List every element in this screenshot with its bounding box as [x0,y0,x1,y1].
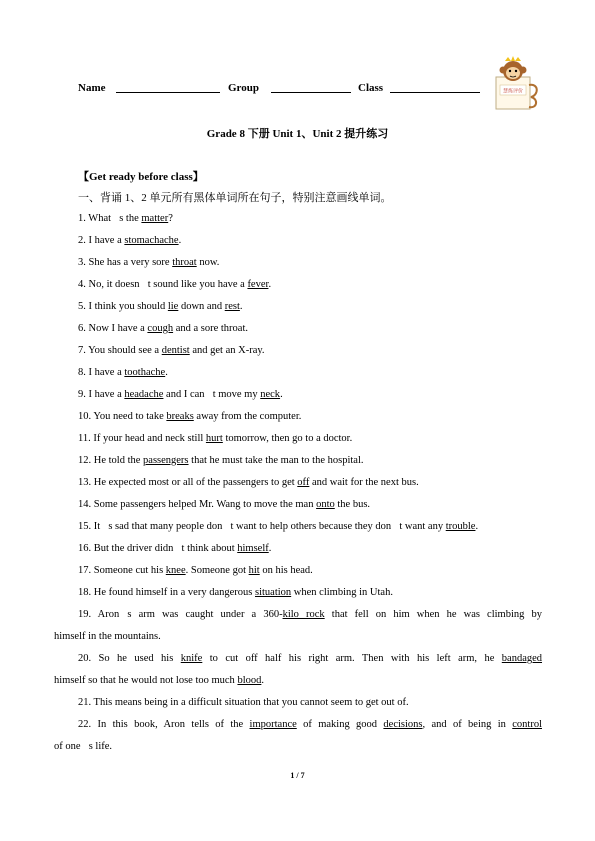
sentence-text [54,232,181,249]
underlined-word: toothache [124,367,166,378]
sentence-line [54,364,542,386]
sentence-line [54,738,542,760]
underlined-word: knee [165,565,186,576]
sentence-line [54,672,542,694]
text-segment: of one⃣s life. [54,741,113,752]
text-segment: 2. I have a [78,235,125,246]
underlined-word: lie [167,301,179,312]
section-heading: 【Get ready before class】 [78,171,204,183]
page-title: Grade 8 下册 Unit 1、Unit 2 提升练习 [206,128,389,140]
underlined-word: situation [255,587,292,598]
underlined-word: matter [141,213,169,224]
underlined-word: importance [249,719,297,730]
underlined-word: bandaged [501,653,543,664]
text-segment: on his head. [259,565,313,576]
text-segment: . [280,389,283,400]
text-segment: 1. What⃣s the [78,213,142,224]
text-segment: 21. This means being in a difficult situation that you cannot seem to get out of. [78,697,409,708]
class-label: Class [358,82,384,94]
text-segment: 14. Some passengers helped Mr. Wang to move the man [78,499,317,510]
text-segment: 7. You should see a [78,345,162,356]
sentence-line [54,320,542,342]
sentence-line [54,628,542,650]
sentence-line [54,430,542,452]
sentence-list [54,210,542,760]
sentence-text [54,298,243,315]
text-segment: . Someone got [185,565,249,576]
text-segment: 9. I have a [78,389,125,400]
sentence-line [54,606,542,628]
page-number: 1 / 7 [290,771,305,780]
sentence-text [54,254,219,271]
underlined-word: knife [180,653,203,664]
underlined-word: headache [124,389,164,400]
sentence-line [54,584,542,606]
underlined-word: blood [237,675,262,686]
sentence-text [54,628,161,645]
class-blank[interactable] [390,92,480,93]
underlined-word: off [297,477,310,488]
sentence-text [54,210,173,227]
text-segment: tomorrow, then go to a doctor. [222,433,353,444]
text-segment: . [268,543,272,554]
sentence-text [54,606,542,623]
text-segment: 20. So he used his [78,653,181,664]
sentence-line [54,210,542,232]
sentence-line [54,254,542,276]
text-segment: 8. I have a [78,367,125,378]
sentence-text [54,452,364,469]
text-segment: 17. Someone cut his [78,565,166,576]
sentence-text [54,408,301,425]
name-label: Name [78,82,106,94]
sentence-text [54,276,271,293]
monkey-mascot-logo [493,55,541,111]
group-label: Group [228,82,259,94]
sentence-line [54,540,542,562]
name-blank[interactable] [116,92,220,93]
text-segment: himself in the mountains. [54,631,161,642]
text-segment: 10. You need to take [78,411,167,422]
text-segment: that fell on him when he was climbing by [324,609,542,620]
sentence-text [54,650,542,667]
underlined-word: breaks [166,411,194,422]
text-segment: 3. She has a very sore [78,257,173,268]
underlined-word: kilo rock [282,609,325,620]
text-segment: 11. If your head and neck still [78,433,206,444]
underlined-word: trouble [445,521,476,532]
sentence-text [54,386,283,403]
text-segment: that he must take the man to the hospital. [188,455,364,466]
text-segment: to cut off half his right arm. Then with his left arm, he [202,653,502,664]
text-segment: 12. He told the [78,455,144,466]
sentence-line [54,276,542,298]
sentence-line [54,694,542,716]
underlined-word: control [512,719,542,730]
sentence-text [54,694,409,711]
text-segment: away from the computer. [193,411,302,422]
sentence-line [54,650,542,672]
text-segment: 5. I think you should [78,301,168,312]
sentence-line [54,386,542,408]
sentence-text [54,342,265,359]
underlined-word: hit [248,565,260,576]
sentence-line [54,408,542,430]
text-segment: 18. He found himself in a very dangerous [78,587,255,598]
sentence-text [54,540,271,557]
text-segment: 6. Now I have a [78,323,148,334]
underlined-word: dentist [161,345,190,356]
sentence-text [54,364,168,381]
sentence-text [54,518,478,535]
text-segment: , and of being in [422,719,513,730]
sentence-line [54,342,542,364]
underlined-word: passengers [143,455,189,466]
instruction-text: 一、背诵 1、2 单元所有黑体单词所在句子，特别注意画线单词。 [78,192,392,204]
text-segment: . [165,367,168,378]
sentence-text [54,716,542,733]
text-segment: ? [168,213,173,224]
sentence-text [54,562,313,579]
sentence-line [54,232,542,254]
text-segment: himself so that he would not lose too much [54,675,238,686]
sentence-line [54,452,542,474]
sentence-text [54,430,352,447]
text-segment: 4. No, it doesn⃣t sound like you have a [78,279,248,290]
underlined-word: decisions [383,719,423,730]
text-segment: when climbing in Utah. [291,587,393,598]
text-segment: . [178,235,182,246]
underlined-word: throat [172,257,197,268]
sentence-text [54,496,370,513]
underlined-word: rest [224,301,240,312]
sentence-text [54,474,419,491]
text-segment: . [268,279,272,290]
text-segment: . [239,301,243,312]
underlined-word: stomachache [124,235,179,246]
underlined-word: cough [147,323,174,334]
underlined-word: fever [247,279,269,290]
underlined-word: onto [316,499,335,510]
sentence-text [54,584,393,601]
sentence-line [54,716,542,738]
text-segment: and wait for the next bus. [309,477,419,488]
sentence-line [54,562,542,584]
text-segment: the bus. [334,499,371,510]
sentence-line [54,474,542,496]
text-segment: now. [196,257,220,268]
sentence-text [54,738,112,755]
text-segment: and I can⃣t move my [163,389,261,400]
text-segment: and a sore throat. [173,323,249,334]
sentence-line [54,518,542,540]
underlined-word: himself [237,543,269,554]
underlined-word: hurt [205,433,223,444]
text-segment: of making good [296,719,384,730]
text-segment: 19. Aron⃣s arm was caught under a 360- [78,609,283,620]
text-segment: . [475,521,479,532]
text-segment: 16. But the driver didn⃣t think about [78,543,238,554]
text-segment: 22. In this book, Aron tells of the [78,719,250,730]
sentence-line [54,298,542,320]
text-segment: 13. He expected most or all of the passengers to get [78,477,298,488]
text-segment: and get an X-ray. [189,345,265,356]
sentence-text [54,672,264,689]
text-segment: down and [178,301,225,312]
text-segment: . [261,675,264,686]
logo-badge-text: 慧炼评价 [502,88,524,95]
underlined-word: neck [260,389,281,400]
group-blank[interactable] [271,92,351,93]
text-segment: 15. It⃣s sad that many people don⃣t want to help others because they don⃣t want any [78,521,446,532]
student-info-header [78,82,488,100]
sentence-line [54,496,542,518]
sentence-text [54,320,248,337]
